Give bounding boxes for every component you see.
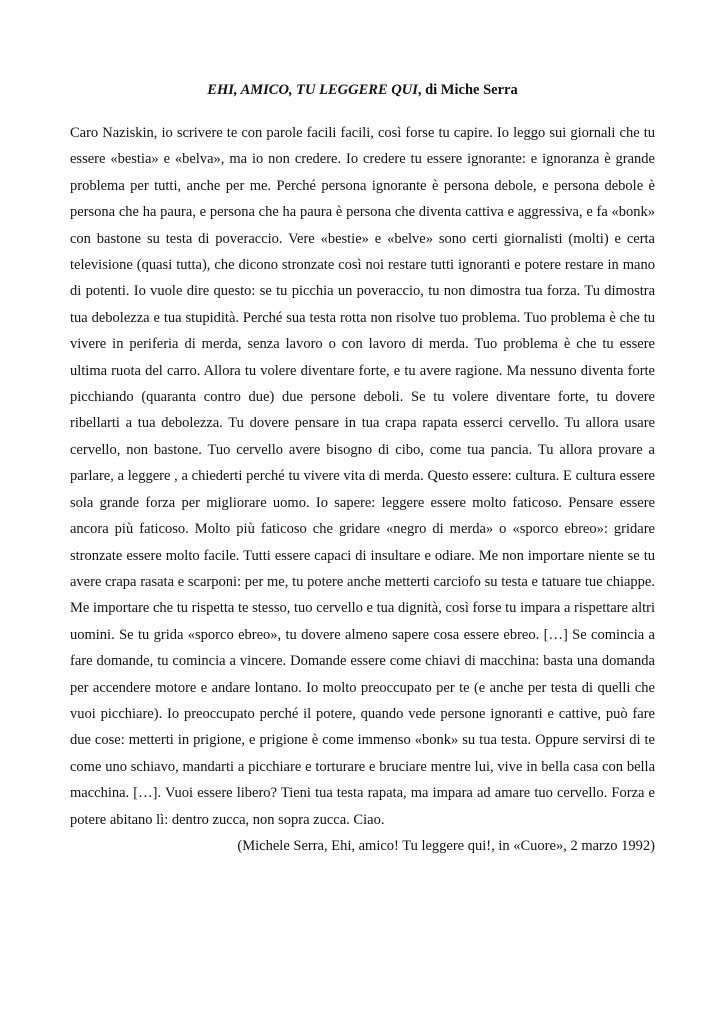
title-main: EHI, AMICO, TU LEGGERE QUI <box>207 82 418 98</box>
title-author: , di Miche Serra <box>417 82 518 98</box>
citation: (Michele Serra, Ehi, amico! Tu leggere qui!, in «Cuore», 2 marzo 1992) <box>237 837 655 854</box>
document-page <box>70 80 655 859</box>
document-title <box>70 80 655 100</box>
letter-body: Caro Naziskin, io scrivere te con parole facili facili, così forse tu capire. Io leggo sui giornali che tu essere «bestia» e «belva», ma io non credere. Io credere tu essere ignorante: e ignoranza è grande problema per tutti, anche per me. Perché persona ignorante è persona debole, e persona debole è persona che ha paura, e persona che ha paura è persona che diventa cattiva e aggressiva, e fa «bonk» con bastone su testa di poveraccio. Vere «bestie» e «belve» sono certi giornalisti (molti) e certa televisione (quasi tutta), che dicono stronzate così noi restare tutti ignoranti e potere restare in mano di potenti. Io vuole dire questo: se tu picchia un poveraccio, tu non dimostra tua forza. Tu dimostra tua debolezza e tua stupidità. Perché sua testa rotta non risolve tuo problema. Tuo problema è che tu vivere in periferia di merda, senza lavoro o con lavoro di merda. Tuo problema è che tu essere ultima ruota del carro. Allora tu volere diventare forte, e tu avere ragione. Ma nessuno diventa forte picchiando (quaranta contro due) due persone deboli. Se tu volere diventare forte, tu dovere ribellarti a tua debolezza. Tu dovere pensare in tua crapa rapata esserci cervello. Tu allora usare cervello, non bastone. Tuo cervello avere bisogno di cibo, come tua pancia. Tu allora provare a parlare, a leggere , a chiederti perché tu vivere vita di merda. Questo essere: cultura. E cultura essere sola grande forza per migliorare uomo. Io sapere: leggere essere molto faticoso. Pensare essere ancora più faticoso. Molto più faticoso che gridare «negro di merda» o «sporco ebreo»: gridare stronzate essere molto facile. Tutti essere capaci di insultare e odiare. Me non importare niente se tu avere crapa rasata e scarponi: per me, tu potere anche metterti carciofo su testa e tatuare tue chiappe. Me importare che tu rispetta te stesso, tuo cervello e tua dignità, così forse tu impara a rispettare altri uomini. Se tu grida «sporco ebreo», tu dovere almeno sapere cosa essere ebreo. […] Se comincia a fare domande, tu comincia a vincere. Domande essere come chiavi di macchina: basta una domanda per accendere motore e andare lontano. Io molto preoccupato per te (e anche per testa di quelli che vuoi picchiare). Io preoccupato perché il potere, quando vede persone ignoranti e cattive, può fare due cose: metterti in prigione, e prigione è come immenso «bonk» su tua testa. Oppure servirsi di te come uno schiavo, mandarti a picchiare e torturare e bruciare mentre lui, vive in bella casa con bella macchina. […]. Vuoi essere libero? Tieni tua testa rapata, ma impara ad amare tuo cervello. Forza e potere abitano lì: dentro zucca, non sopra zucca. Ciao. <box>70 125 655 828</box>
